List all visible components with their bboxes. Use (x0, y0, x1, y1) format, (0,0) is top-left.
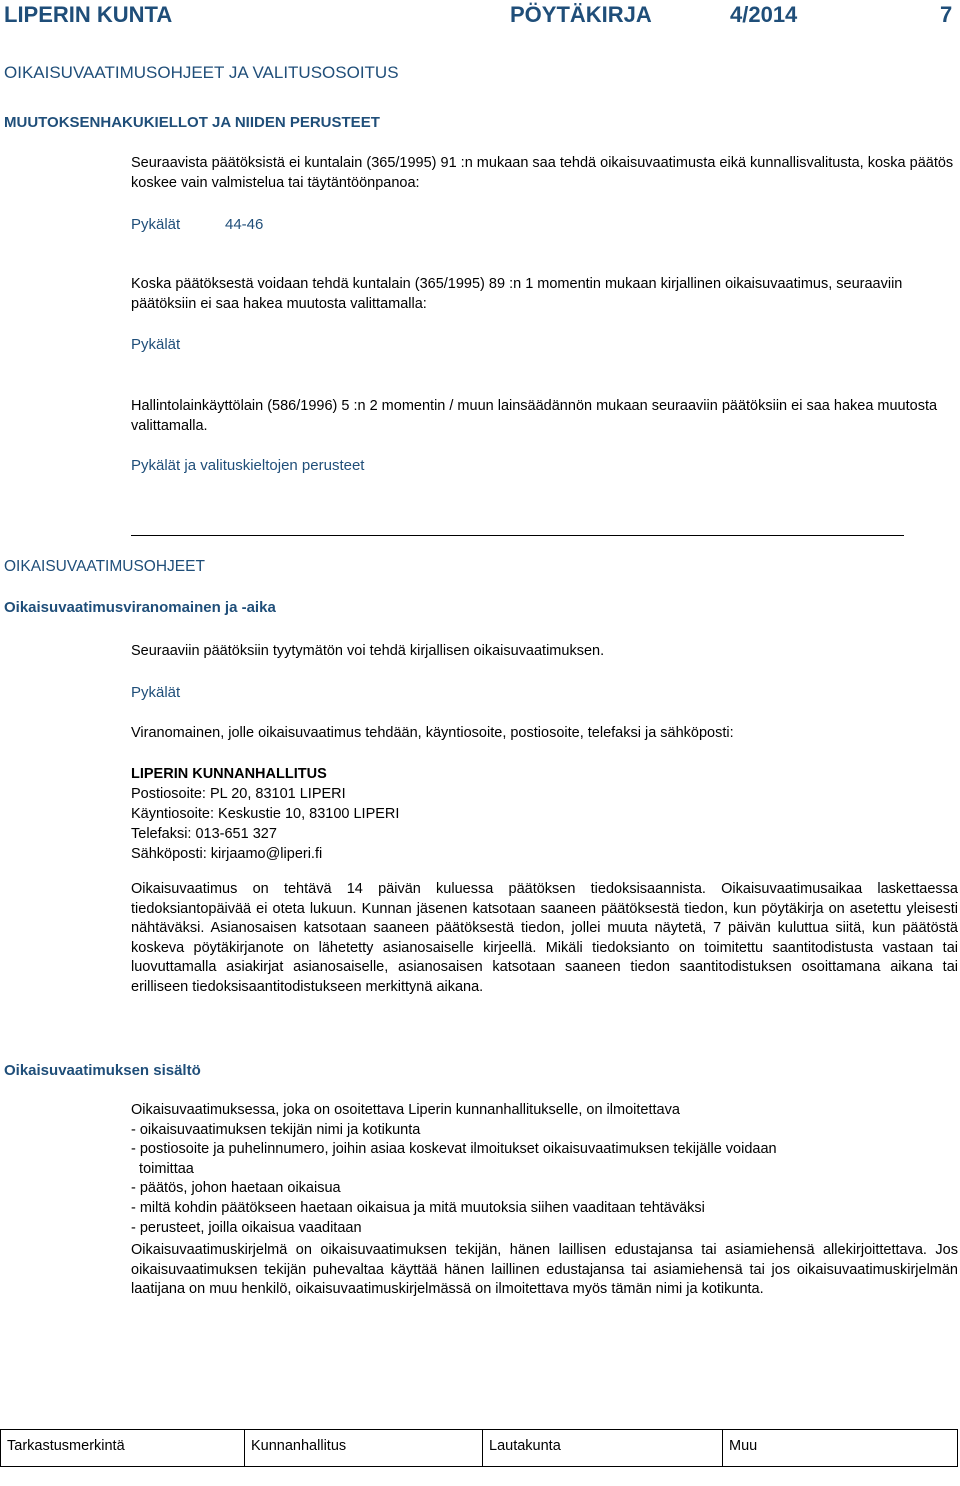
appeal-ban-paragraph-2: Koska päätöksestä voidaan tehdä kuntalain (365/1995) 89 :n 1 momentin mukaan kirjallinen oikaisuvaatimus, seuraaviin päätöksiin ei saa hakea muutosta valittamalla: (131, 276, 903, 312)
pykalat-label-3: Pykälät ja valituskieltojen perusteet (131, 457, 365, 474)
appeal-ban-paragraph-3: Hallintolainkäyttölain (586/1996) 5 :n 2 momentin / muun lainsäädännön mukaan seuraaviin päätöksiin ei saa hakea muutosta valittamalla. (131, 398, 938, 434)
authority-name: LIPERIN KUNNANHALLITUS (131, 766, 327, 782)
authority-postal-address: Postiosoite: PL 20, 83101 LIPERI (131, 786, 346, 802)
subheading-authority-time: Oikaisuvaatimusviranomainen ja -aika (4, 599, 276, 616)
list-item: - päätös, johon haetaan oikaisua (131, 1180, 341, 1197)
contents-list (131, 1121, 958, 1239)
authority-fax: Telefaksi: 013-651 327 (131, 826, 277, 842)
appeal-ban-paragraph-1: Seuraavista päätöksistä ei kuntalain (365/1995) 91 :n mukaan saa tehdä oikaisuvaatimusta eikä kunnallisvalitusta, koska päätös koskee vain valmistelua tai täytäntöönpanoa: (131, 155, 954, 191)
footer-cell-committee: Lautakunta (483, 1430, 723, 1466)
instructions-paragraph-1: Seuraaviin päätöksiin tyytymätön voi tehdä kirjallisen oikaisuvaatimuksen. (131, 643, 605, 659)
page-number: 7 (940, 2, 953, 27)
document-number: 4/2014 (730, 2, 798, 27)
list-item: - oikaisuvaatimuksen tekijän nimi ja kotikunta (131, 1121, 421, 1138)
pykalat-label-1: Pykälät (131, 216, 181, 233)
authority-email: Sähköposti: kirjaamo@liperi.fi (131, 846, 323, 862)
section-divider (131, 535, 904, 536)
list-item: - postiosoite ja puhelinnumero, joihin asiaa koskevat ilmoitukset oikaisuvaatimuksen tekijälle voidaan (131, 1141, 777, 1158)
instructions-paragraph-2: Viranomainen, jolle oikaisuvaatimus tehdään, käyntiosoite, postiosoite, telefaksi ja sähköposti: (131, 725, 734, 741)
list-item: - perusteet, joilla oikaisua vaaditaan (131, 1219, 362, 1236)
instructions-deadline-paragraph: Oikaisuvaatimus on tehtävä 14 päivän kuluessa päätöksen tiedoksisaannista. Oikaisuvaatimusaikaa laskettaessa tiedoksiantopäivää ei oteta lukuun. Kunnan jäsenen katsotaan saaneen päätöksestä tiedon, kun pöytäkirja on asetettu yleisesti nähtäväksi. Asianosaisen katsotaan saaneen päätöksestä tiedon, jollei muuta näytetä, 7 päivän kuluttua siitä, kun päätöstä koskeva pöytäkirjanote on lähetetty asianosaiselle kirjeellä. Mikäli tiedoksianto on toimitettu saantitodistusta vastaan tai luovuttamalla asiakirjat asianosaiselle, asianosaisen katsotaan saaneen tiedon saantitodistuksen osoittamana aikana tai erilliseen tiedoksisaantitodistukseen merkittynä aikana. (131, 881, 958, 995)
authority-address-block (131, 764, 958, 864)
footer-cell-other: Muu (729, 1438, 758, 1454)
section-heading-contents: Oikaisuvaatimuksen sisältö (4, 1062, 201, 1079)
pykalat-label-2: Pykälät (131, 336, 181, 353)
list-item: toimittaa (131, 1160, 194, 1177)
municipality-name: LIPERIN KUNTA (4, 2, 173, 27)
contents-closing-paragraph: Oikaisuvaatimuskirjelmä on oikaisuvaatimuksen tekijän, hänen laillisen edustajansa tai asiamiehensä allekirjoittettava. Jos oikaisuvaatimuksen tekijän puhevaltaa käyttää hänen laillinen edustajansa tai asiamiehensä tai jos oikaisuvaatimuskirjelmän laatijana on muu henkilö, oikaisuvaatimuskirjelmässä on ilmoitettava myös tämän nimi ja kotikunta. (131, 1242, 958, 1298)
section-heading-appeal-bans: MUUTOKSENHAKUKIELLOT JA NIIDEN PERUSTEET (4, 114, 380, 131)
list-item: - miltä kohdin päätökseen haetaan oikaisua ja mitä muutoksia siihen vaaditaan tehtäväksi (131, 1199, 705, 1216)
pykalat-value-1: 44-46 (225, 216, 264, 233)
contents-intro: Oikaisuvaatimuksessa, joka on osoitettava Liperin kunnanhallitukselle, on ilmoitettava (131, 1102, 680, 1118)
footer-cell-review: Tarkastusmerkintä (1, 1430, 245, 1466)
main-title: OIKAISUVAATIMUSOHJEET JA VALITUSOSOITUS (4, 63, 399, 82)
footer-cell-board: Kunnanhallitus (245, 1430, 483, 1466)
section-heading-instructions: OIKAISUVAATIMUSOHJEET (4, 558, 205, 575)
signature-footer-table (0, 1429, 958, 1467)
pykalat-label-4: Pykälät (131, 684, 181, 701)
authority-visiting-address: Käyntiosoite: Keskustie 10, 83100 LIPERI (131, 806, 400, 822)
document-type: PÖYTÄKIRJA (510, 2, 652, 27)
contents-block (131, 1101, 958, 1238)
